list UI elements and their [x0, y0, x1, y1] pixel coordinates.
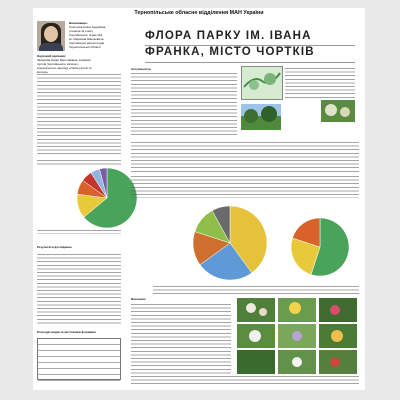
- pie-chart-1: [77, 168, 137, 228]
- title-rule: [145, 45, 355, 46]
- chart-legend: [37, 230, 121, 234]
- author-line: Чортківського ліцею №1: [69, 33, 103, 37]
- author-line: ім. Маркіяна Шашкевича: [69, 37, 104, 41]
- pie-chart-2: [193, 206, 267, 280]
- poster-header: Тернопільське обласне відділення МАН України: [134, 10, 264, 16]
- author-line: Чортківської міської ради: [69, 41, 105, 45]
- chart-caption: [37, 160, 121, 167]
- author-role: Виконавець:: [69, 21, 88, 25]
- body-text-species: [131, 176, 359, 198]
- section-heading: [131, 298, 227, 302]
- supervisor-line: комунального закладу «Палац дітей та: [37, 66, 92, 70]
- results-label: Результати досліджень: [37, 246, 72, 249]
- supervisor-block: [37, 54, 121, 74]
- supervisor-line: молоді»: [37, 70, 49, 74]
- supervisor-line: Захарова Надія Ярославівна, керівник: [37, 58, 91, 62]
- section-heading: [131, 68, 237, 72]
- author-line: ученица 11 класу: [69, 29, 93, 33]
- body-text-right: [285, 68, 355, 98]
- table-heading: [37, 331, 117, 335]
- park-photo: [241, 104, 281, 130]
- intro-label: Актуальність: [131, 68, 151, 71]
- section-heading: [37, 246, 121, 252]
- poster-title: ФЛОРА ПАРКУ ІМ. ІВАНА ФРАНКА, МІСТО ЧОРТКІВ: [145, 30, 315, 58]
- pie-chart-3: [291, 218, 349, 276]
- table-row: [38, 375, 120, 381]
- body-text-intro: [131, 73, 237, 138]
- chart-caption: [153, 286, 359, 294]
- author-line: Тернопільської області: [69, 45, 101, 49]
- author-photo: [37, 21, 65, 51]
- author-block: [69, 21, 141, 49]
- supervisor-line: гуртків Чортківського міського: [37, 62, 79, 66]
- body-text-left: [37, 74, 121, 156]
- body-text-conclusions: [131, 304, 231, 374]
- park-map: [241, 66, 283, 100]
- poster: [33, 8, 365, 390]
- body-text-methods: [131, 142, 359, 172]
- data-table: [37, 338, 121, 380]
- plant-photo: [321, 100, 355, 122]
- conclusions-label: Висновки: [131, 298, 146, 301]
- author-line: Соколова Ірина Андріївна,: [69, 25, 106, 29]
- title-rule: [145, 62, 355, 63]
- body-text-results: [37, 254, 121, 326]
- photo-grid: [237, 298, 357, 374]
- supervisor-role: Науковий керівник:: [37, 54, 67, 58]
- footer-text: [131, 376, 359, 386]
- table-title: Розподіл видів за життєвими формами: [37, 331, 96, 334]
